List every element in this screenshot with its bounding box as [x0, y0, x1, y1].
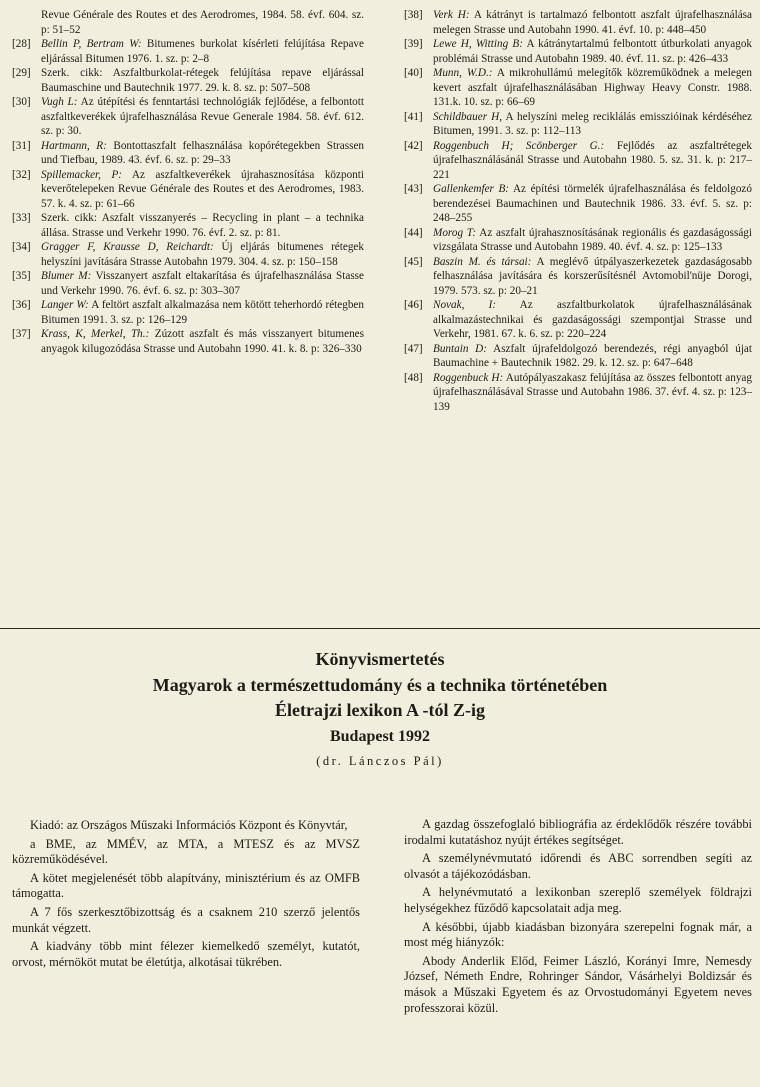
- reference-item: [404, 226, 752, 255]
- reference-text: Az aszfaltburkolatok újrafelhasználásának alkalmazástechnikai és gazdaságossági szempontjai Strasse und Verkehr, 1981. 67. k. 6. sz. p: 220–224: [433, 299, 752, 340]
- review-paragraph: A kötet megjelenését több alapítvány, minisztérium és az OMFB támogatta.: [12, 870, 360, 901]
- reference-text: Bitumenes burkolat kísérleti felújítása Repave eljárással Bitumen 1976. 1. sz. p: 2–8: [41, 38, 364, 65]
- book-title: Magyarok a természettudomány és a technika történetében: [152, 675, 608, 695]
- reference-authors: Blumer M:: [41, 270, 92, 282]
- reference-authors: Lewe H, Witting B:: [433, 38, 523, 50]
- reference-text: Zúzott aszfalt és más visszanyert bitumenes anyagok kilugozódása Strasse und Autobahn 1990. 41. k. 8. p: 326–330: [41, 328, 364, 355]
- review-paragraph: A 7 fős szerkesztőbizottság és a csaknem 210 szerző jelentős munkát végzett.: [12, 904, 360, 935]
- reference-text: Fejlődés az aszfaltrétegek újrafelhasználásánál Strasse und Autobahn 1980. 5. sz. 31. k. p: 217–221: [433, 139, 752, 181]
- reference-authors: Roggenbuck H:: [433, 371, 504, 384]
- reference-authors: Gallenkemfer B:: [433, 183, 510, 195]
- review-author: (dr. Lánczos Pál): [316, 754, 444, 768]
- reference-authors: Verk H:: [433, 9, 470, 21]
- publication-place: Budapest 1992: [329, 728, 431, 745]
- section-heading: Könyvismertetés: [315, 649, 445, 669]
- reference-text: Szerk. cikk: Aszfaltburkolat-rétegek felújítása repave eljárással Baumaschine und Bautechnik 1977. 29. k. 8. sz. p: 507–508: [41, 67, 364, 94]
- reference-text: Bontottaszfalt felhasználása kopórétegekben Strassen und Tiefbau, 1989. 43. évf. 6. sz. p: 29–33: [41, 139, 365, 166]
- reference-number: [38]: [404, 9, 423, 21]
- reference-number: [33]: [12, 212, 31, 224]
- review-paragraph: A kiadvány több mint félezer kiemelkedő személyt, kutatót, orvost, mérnököt mutat be életútja, alkotásai tükrében.: [12, 939, 360, 969]
- reference-text: Aszfalt újrafeldolgozó berendezés, régi anyagból újat Baumachine + Bautechnik 1982. 29. k. 12. sz. p: 647–648: [433, 342, 753, 369]
- reference-text: Új eljárás bitumenes rétegek helyszíni javítására Strasse Autobahn 1979. 304. 4. sz. p: 150–158: [41, 241, 364, 268]
- reference-item: [404, 8, 752, 37]
- reference-authors: Buntain D:: [433, 342, 487, 355]
- references-right-column: [404, 8, 752, 414]
- reference-text: Az építési törmelék újrafelhasználása és feldolgozó berendezései Baumachinen und Bautechnik 1986. 33. évf. 5. sz. p: 248–255: [433, 183, 752, 224]
- reference-text: A kátrányt is tartalmazó felbontott aszfalt újrafelhasználása melegen Strasse und Autobahn 1990. 41. évf. 10. p: 448–450: [433, 9, 752, 36]
- reference-authors: Gragger F, Krausse D, Reichardt:: [41, 241, 214, 253]
- review-paragraph: A gazdag összefoglaló bibliográfia az érdeklődők részére további irodalmi kutatáshoz nyújt értékes segítséget.: [404, 817, 752, 847]
- reference-authors: Novak, I:: [433, 299, 497, 311]
- reference-text: Visszanyert aszfalt eltakarítása és újrafelhasználása Stasse und Verkehr 1990. 76. évf. 6. sz. p: 303–307: [41, 270, 364, 297]
- reference-authors: Baszin M. és társai:: [433, 255, 532, 268]
- review-paragraph: A későbbi, újabb kiadásban bizonyára szerepelni fognak már, a most még hiányzók:: [404, 919, 752, 950]
- reference-number: [41]: [404, 110, 423, 123]
- review-paragraph: A személynévmutató időrendi és ABC sorrendben segíti az olvasót a tájékozódásban.: [404, 851, 752, 881]
- reference-number: [45]: [404, 255, 423, 268]
- reference-number: [39]: [404, 38, 423, 50]
- review-paragraph: A helynévmutató a lexikonban szereplő személyek földrajzi helységekhez fűződő kapcsolatait adja meg.: [404, 885, 752, 915]
- reference-text: A kátránytartalmú felbontott útburkolati anyagok problémái Strasse und Autobahn 1989. 40. évf. 11. sz. p: 426–433: [433, 38, 753, 65]
- reference-item: [404, 371, 752, 415]
- reference-number: [37]: [12, 328, 31, 340]
- reference-authors: Munn, W.D.:: [433, 67, 493, 79]
- reference-number: [46]: [404, 299, 423, 311]
- review-paragraph: a BME, az MMÉV, az MTA, a MTESZ és az MVSZ közreműködésével.: [12, 836, 360, 867]
- references-left-column: [12, 8, 364, 356]
- reference-authors: Bellin P, Bertram W:: [41, 38, 142, 50]
- reference-authors: Vugh L:: [41, 96, 78, 108]
- reference-text: Revue Générale des Routes et des Aerodromes, 1984. 58. évf. 604. sz. p: 51–52: [41, 9, 364, 36]
- reference-item: [12, 327, 364, 356]
- reference-item: [404, 37, 752, 66]
- reference-number: [48]: [404, 371, 423, 384]
- reference-authors: Schildbauer H,: [433, 110, 503, 123]
- reference-text: A mikrohullámú melegítők közreműködnek a melegen kevert aszfalt újrafelhasználásában Highway Heavy Constr. 1988. 131.k. 10. sz. p: 66–69: [433, 67, 752, 108]
- reference-authors: Morog T:: [433, 226, 477, 239]
- reference-number: [42]: [404, 139, 423, 152]
- book-review-header: [0, 648, 760, 769]
- reference-text: Szerk. cikk: Aszfalt visszanyerés – Recycling in plant – a technika állása. Strasse und Verkehr 1990. 76. évf. 2. sz. p: 81.: [41, 212, 364, 239]
- reference-text: Az útépítési és fenntartási technológiák fejlődése, a felbontott aszfaltkeverékek újrafelhasználása Revue Generale 1984. 58. évf. 612. sz. p: 30.: [41, 96, 364, 137]
- reference-item: [12, 298, 364, 327]
- reference-authors: Langer W:: [41, 299, 89, 311]
- reference-number: [36]: [12, 299, 31, 311]
- reference-item: [12, 66, 364, 95]
- reference-authors: Hartmann, R:: [41, 139, 107, 152]
- reference-item: [12, 240, 364, 269]
- reference-item: [12, 37, 364, 66]
- review-body-right: [404, 817, 752, 1019]
- section-divider: [0, 628, 760, 629]
- reference-number: [31]: [12, 139, 31, 152]
- reference-text: Az aszfalt újrahasznosításának regionális és gazdaságossági vizsgálata Strasse und Autobahn 1989. 40. évf. 4. sz. p: 125–133: [433, 226, 753, 253]
- review-body-left: [12, 818, 360, 973]
- reference-number: [40]: [404, 67, 423, 79]
- reference-item: [404, 255, 752, 299]
- review-paragraph: Abody Anderlik Előd, Feimer László, Korányi Imre, Nemesdy József, Németh Endre, Rohringer Sándor, Vásárhelyi Boldizsár és mások a Műszaki Egyetem és az Orvostudományi Egyetem neves professzorai közül.: [404, 953, 752, 1015]
- reference-item: [404, 342, 752, 371]
- reference-number: [43]: [404, 183, 423, 195]
- reference-text: A helyszíni meleg reciklálás emisszióinak kérdéséhez Bitumen, 1991. 3. sz. p: 112–113: [433, 110, 752, 137]
- reference-number: [30]: [12, 96, 31, 108]
- reference-authors: Krass, K, Merkel, Th.:: [41, 328, 150, 340]
- reference-item: [404, 298, 752, 342]
- book-subtitle: Életrajzi lexikon A -tól Z-ig: [275, 700, 485, 720]
- reference-number: [34]: [12, 241, 31, 253]
- reference-number: [32]: [12, 168, 31, 181]
- reference-authors: Spillemacker, P:: [41, 168, 122, 181]
- reference-item: [12, 168, 364, 212]
- reference-number: [35]: [12, 270, 31, 282]
- reference-item: [404, 182, 752, 226]
- reference-text: A meglévő útpályaszerkezetek gazdaságosabb felhasználása javítására és korszerűsítésnél Avtomobil'nüje Dorogi, 1979. 573. sz. p: 20–21: [433, 255, 753, 297]
- reference-item: [404, 110, 752, 139]
- reference-item: [12, 139, 364, 168]
- reference-text: Az aszfaltkeverékek újrahasznosítása központi keverőtelepeken Revue Générale des Routes et des Aerodromes, 1983. 57. k. 4. sz. p: 61–66: [41, 168, 364, 210]
- reference-item: [12, 211, 364, 240]
- review-paragraph: Kiadó: az Országos Műszaki Információs Központ és Könyvtár,: [30, 818, 348, 832]
- reference-text: A feltört aszfalt alkalmazása nem kötött teherhordó rétegben Bitumen 1991. 3. sz. p: 126–129: [41, 299, 364, 326]
- reference-text: Autópályaszakasz felújítása az összes felbontott anyag újrafelhasználásával Strasse und Autobahn 1986. 37. évf. 4. sz. p: 123–139: [433, 371, 752, 413]
- reference-item: [12, 95, 364, 139]
- reference-authors: Roggenbuch H; Scönberger G.:: [433, 139, 605, 152]
- reference-item: [404, 66, 752, 110]
- reference-number: [44]: [404, 226, 423, 239]
- reference-item: [404, 139, 752, 183]
- reference-number: [28]: [12, 38, 31, 50]
- reference-number: [47]: [404, 342, 423, 355]
- reference-number: [29]: [12, 67, 31, 79]
- reference-item: [12, 269, 364, 298]
- reference-item: [12, 8, 364, 37]
